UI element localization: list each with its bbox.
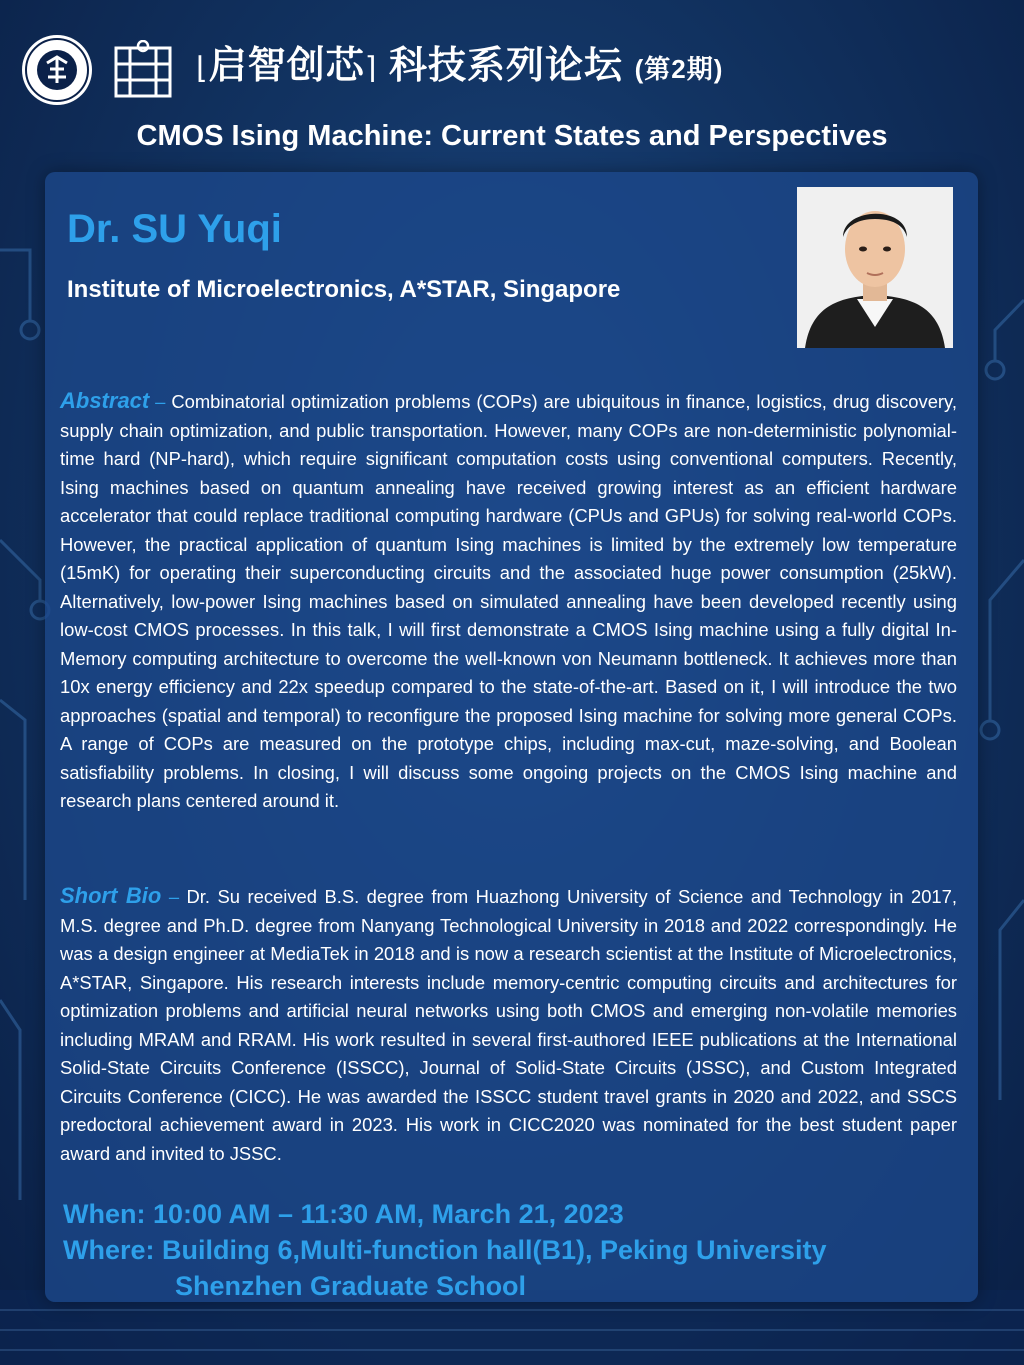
abstract-paragraph	[60, 387, 957, 816]
talk-title: CMOS Ising Machine: Current States and Perspectives	[136, 120, 888, 152]
bio-text: Dr. Su received B.S. degree from Huazhong University of Science and Technology in 2017, M.S. degree and Ph.D. degree from Nanyang Technological University in 2018 and 2022 correspondingly. He was a design engineer at MediaTek in 2018 and is now a research scientist at the Institute of Microelectronics, A*STAR, Singapore. His research interests include memory-centric computing circuits and architectures for optimization problems and artificial neural networks using both CMOS and emerging non-volatile memories including MRAM and RRAM. His work resulted in several first-authored IEEE publications at the International Solid-State Circuits Conference (ISSCC), Journal of Solid-State Circuits (JSSC), and Custom Integrated Circuits Conference (CICC). He was awarded the ISSCC student travel grants in 2020 and 2022, and SSCS predoctoral achievement award in 2023. His work in CICC2020 was nominated for the best student paper award and invited to JSSC.	[60, 886, 957, 1164]
bio-heading: Short Bio	[60, 883, 162, 908]
series-bracket-open: ⌊	[196, 52, 209, 85]
series-title	[196, 34, 723, 89]
issue-number: (第2期)	[634, 54, 724, 84]
event-when: When: 10:00 AM – 11:30 AM, March 21, 2023	[63, 1199, 624, 1229]
bio-paragraph	[60, 882, 957, 1168]
abstract-dash: –	[149, 391, 172, 412]
event-where: Where: Building 6,Multi-function hall(B1), Peking University	[63, 1235, 827, 1265]
event-logistics	[63, 1196, 827, 1304]
abstract-text: Combinatorial optimization problems (COPs) are ubiquitous in finance, logistics, drug discovery, supply chain optimization, and public transportation. However, many COPs are non-deterministic polynomial-time hard (NP-hard), which require significant computation costs using conventional computers. Recently, Ising machines based on quantum annealing have received growing interest as an efficient hardware accelerator that could replace traditional computing hardware (CPUs and GPUs) for solving real-world COPs. However, the practical application of quantum Ising machines is limited by the extremely low temperature (15mK) for operating their superconducting circuits and the associated huge power consumption (25kW). Alternatively, low-power Ising machines based on simulated annealing have been developed recently using low-cost CMOS processes. In this talk, I will first demonstrate a CMOS Ising machine using a fully digital In-Memory computing architecture to overcome the well-known von Neumann bottleneck. It achieves more than 10x energy efficiency and 22x speedup compared to the state-of-the-art. Based on it, I will introduce the two approaches (spatial and temporal) to reconfigure the proposed Ising machine for solving more general COPs. A range of COPs are measured on the prototype chips, including max-cut, maze-solving, and Boolean satisfiability problems. In closing, I will discuss some ongoing projects on the CMOS Ising machine and research plans centered around it.	[60, 391, 957, 811]
abstract-heading: Abstract	[60, 388, 150, 413]
series-name: 科技系列论坛	[389, 45, 624, 87]
bio-dash: –	[161, 886, 187, 907]
event-where-continued: Shenzhen Graduate School	[175, 1271, 527, 1301]
forum-logo-mark	[112, 40, 174, 102]
series-bracket-close: ⌉	[364, 52, 378, 85]
speaker-photo	[797, 187, 953, 348]
peking-university-seal-logo	[20, 33, 94, 107]
series-highlight: 启智创芯	[208, 45, 365, 87]
speaker-name: Dr. SU Yuqi	[67, 207, 282, 251]
speaker-affiliation: Institute of Microelectronics, A*STAR, Singapore	[67, 276, 621, 303]
